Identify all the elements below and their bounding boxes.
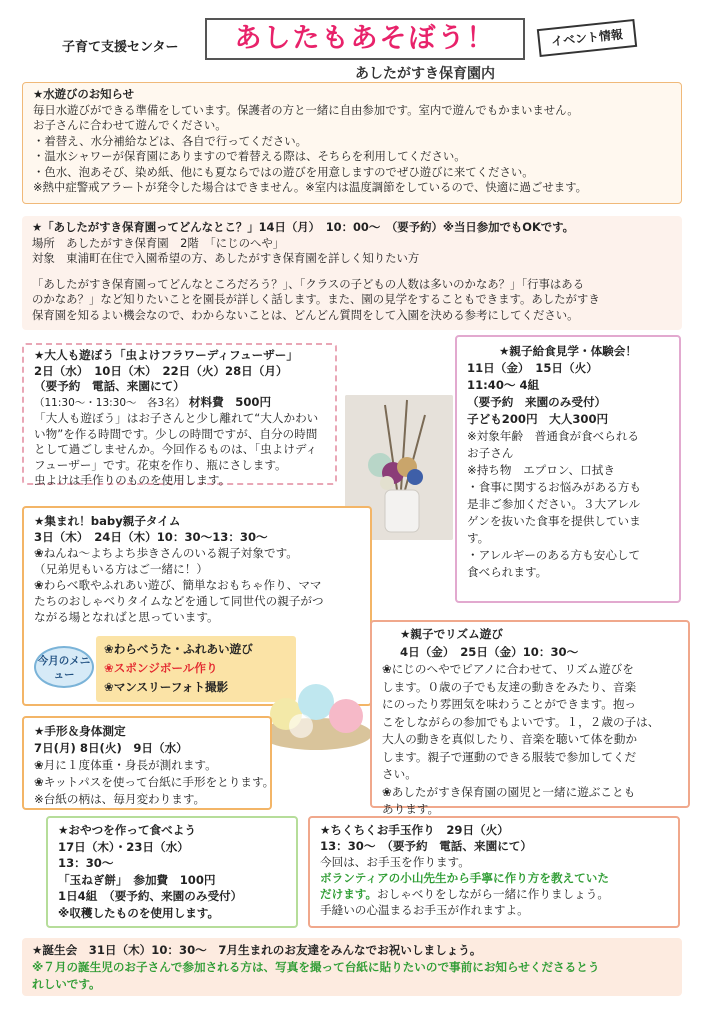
group-limit: 1日4組 （要予約、来園のみ受付） xyxy=(58,889,243,903)
reservation-note: （要予約 電話、来園にて） xyxy=(34,379,185,393)
event-time: 13：30～ （要予約 電話、来園にて） xyxy=(320,839,532,853)
section-title: ★大人も遊ぼう「虫よけフラワーディフューザー」 xyxy=(34,348,298,362)
section-title: ★親子でリズム遊び xyxy=(400,627,503,641)
text-line: ※熱中症警戒アラートが発令した場合はできません。※室内は温度調節をしているので、快適に過ごせます。 xyxy=(33,180,587,194)
org-name: 子育て支援センター xyxy=(62,40,179,55)
text-line: あります。 xyxy=(382,802,440,816)
event-dates: 17日（木）・23日（水） xyxy=(58,839,189,854)
text-line: ❀にじのへやでピアノに合わせて、リズム遊びを xyxy=(382,662,634,676)
text-line: 手縫いの心温まるお手玉が作れますよ。 xyxy=(320,903,529,917)
text-line: す。 xyxy=(467,531,490,545)
text-line: （兄弟児もいる方はご一緒に！） xyxy=(34,562,208,576)
birthday-section xyxy=(22,938,682,996)
text-line: 保育園を知るよい機会なので、わからないことは、どんどん質問をして入園を決める参考にしてください。 xyxy=(32,307,579,322)
text-line: 是非ご参加ください。３大アレル xyxy=(467,497,641,511)
section-title: ★集まれ！baby親子タイム xyxy=(34,514,181,528)
text-line: ❀あしたがすき保育園の園児と一緒に遊ぶことも xyxy=(382,784,636,799)
section-title: ★おやつを作って食べよう xyxy=(58,823,196,837)
text-line: お子さんに合わせて遊んでください。 xyxy=(33,118,227,132)
session-times: （11:30～・13:30～ 各3名） xyxy=(34,396,186,409)
text-line: ・アレルギーのある方も安心して xyxy=(467,548,641,562)
text-line: 「大人も遊ぼう」はお子さんと少し離れて“大人かわい xyxy=(34,411,319,425)
event-dates: 2日（水） 10日（木） 22日（火）28日（月） xyxy=(34,363,288,378)
text-line: ※対象年齢 普通食が食べられる xyxy=(467,429,640,443)
text-line: ・色水、泡あそび、染め紙、他にも夏ならではの遊びを用意しますのでぜひ遊びに来てください。 xyxy=(33,164,534,179)
text-line: 今回は、お手玉を作ります。 xyxy=(320,855,470,869)
text-line: にのったり雰囲気を味わうことができます。抱っ xyxy=(382,697,637,711)
text-line: ・温水シャワーが保育園にありますので着替える際は、そちらを利用してください。 xyxy=(33,149,466,163)
text-line: 場所 あしたがすき保育園 2階 「にじのへや」 xyxy=(32,235,285,250)
text-line: ・着替え、水分補給などは、各自で行ってください。 xyxy=(33,133,308,148)
menu-item: ❀スポンジボール作り xyxy=(104,661,218,675)
text-line: 大人の動きを真似したり、音楽を聴いて体を動か xyxy=(382,732,638,746)
text-line: ※７月の誕生児のお子さんで参加される方は、写真を撮って台紙に貼りたいので事前にお知らせくださるとう xyxy=(32,960,600,974)
text-line: こをしながらの参加でもよいです。１，２歳の子は、 xyxy=(382,714,660,729)
event-info-badge: イベント情報 xyxy=(537,19,637,57)
text-line: します。親子で運動のできる服装で参加してくだ xyxy=(382,749,637,764)
newsletter-title: あしたもあそぼう！ xyxy=(205,18,525,60)
event-time: 13：30～ xyxy=(58,856,114,870)
text-line: お子さん xyxy=(467,446,514,460)
note: ※収穫したものを使用します。 xyxy=(58,905,220,920)
snack-section xyxy=(46,816,298,928)
event-dates: 11日（金） 15日（火） xyxy=(467,361,598,375)
text-line: だけます。 xyxy=(320,887,378,901)
text-line: い物”を作る時間です。少しの時間ですが、自分の時間 xyxy=(34,426,318,441)
flower-diffuser-section xyxy=(22,343,337,485)
text-line: れしいです。 xyxy=(32,977,101,991)
text-line: ・食事に関するお悩みがある方も xyxy=(467,480,641,494)
section-title: ★誕生会 31日（木）10：30～ 7月生まれのお友達をみんなでお祝いしましょう。 xyxy=(32,943,482,957)
menu-item: ❀マンスリーフォト撮影 xyxy=(104,680,229,694)
text-line: 「あしたがすき保育園ってどんなところだろう？」、「クラスの子どもの人数は多いのかなあ？」「行事はある xyxy=(32,276,585,291)
text-line: します。０歳の子でも友達の動きをみたり、音楽 xyxy=(382,679,637,694)
section-title: ★「あしたがすき保育園ってどんなとこ？」14日（月） 10：00～ （要予約）※当日参加でもOKです。 xyxy=(32,220,575,234)
event-time: 11:40～ 4組 xyxy=(467,378,540,392)
material-fee: 材料費 500円 xyxy=(188,394,272,409)
lunch-tour-section xyxy=(455,335,681,603)
section-title: ★手形＆身体測定 xyxy=(34,724,126,738)
text-line: として過ごしませんか。今回作るものは、「虫よけディ xyxy=(34,442,318,456)
nursery-tour-section xyxy=(22,216,682,330)
text-line: ※台紙の柄は、毎月変わります。 xyxy=(34,792,206,806)
text-line: 虫よけは手作りのものを使用します。 xyxy=(34,473,231,487)
text-line: ❀ねんね～よちよち歩きさんのいる親子対象です。 xyxy=(34,546,298,560)
otedama-section xyxy=(308,816,680,928)
text-line: フューザー」です。花束を作り、瓶にさします。 xyxy=(34,457,287,472)
handprint-section xyxy=(22,716,275,810)
text-line: ❀キットパスを使って台紙に手形をとります。 xyxy=(34,775,275,789)
rhythm-play-section xyxy=(370,620,690,816)
water-play-section xyxy=(22,82,682,204)
section-title: ★ちくちくお手玉作り 29日（火） xyxy=(320,823,509,837)
snack-item: 「玉ねぎ餅」 参加費 100円 xyxy=(58,872,216,887)
text-line: ❀月に１度体重・身長が測れます。 xyxy=(34,758,217,772)
reservation-note: （要予約 来園のみ受付） xyxy=(467,395,607,409)
sponge-ball-photo xyxy=(256,664,376,752)
text-line: おしゃべりをしながら一緒に作りましょう。 xyxy=(377,887,609,901)
text-line: ながる場となればと思っています。 xyxy=(34,610,219,624)
text-line: ゲンを抜いた食事を提供していま xyxy=(467,514,641,528)
text-line: ボランティアの小山先生から手寧に作り方を教えていた xyxy=(320,871,609,885)
section-title: ★水遊びのお知らせ xyxy=(33,87,134,101)
monthly-menu-bubble: 今月のメニュー xyxy=(34,646,94,688)
menu-item: ❀わらべうた・ふれあい遊び xyxy=(104,642,253,656)
text-line: ※持ち物 エプロン、口拭き xyxy=(467,463,615,477)
text-line: のかなあ？」など知りたいことを園長が詳しく話します。また、園の見学をすることもできます。あしたがすき xyxy=(32,292,600,306)
price: 子ども200円 大人300円 xyxy=(467,412,609,426)
text-line: ❀わらべ歌やふれあい遊び、簡単なおもちゃ作り、ママ xyxy=(34,578,322,592)
text-line: たちのおしゃべりタイムなどを通して同世代の親子がつ xyxy=(34,594,324,608)
section-title: ★親子給食見学・体験会！ xyxy=(499,344,637,358)
event-dates: 3日（木） 24日（木）10：30～13：30～ xyxy=(34,530,268,544)
text-line: さい。 xyxy=(382,767,417,781)
text-line: 食べられます。 xyxy=(467,565,548,579)
event-dates: 4日（金） 25日（金）10：30～ xyxy=(400,644,579,659)
text-line: 対象 東浦町在住で入園希望の方、あしたがすき保育園を詳しく知りたい方 xyxy=(32,251,420,265)
text-line: 毎日水遊びができる準備をしています。保護者の方と一緒に自由参加です。室内で遊んでもかまいません。 xyxy=(33,102,579,117)
event-dates: 7日(月) 8日(火) 9日（水） xyxy=(34,741,188,755)
newsletter-subtitle: あしたがすき保育園内 xyxy=(355,66,495,82)
